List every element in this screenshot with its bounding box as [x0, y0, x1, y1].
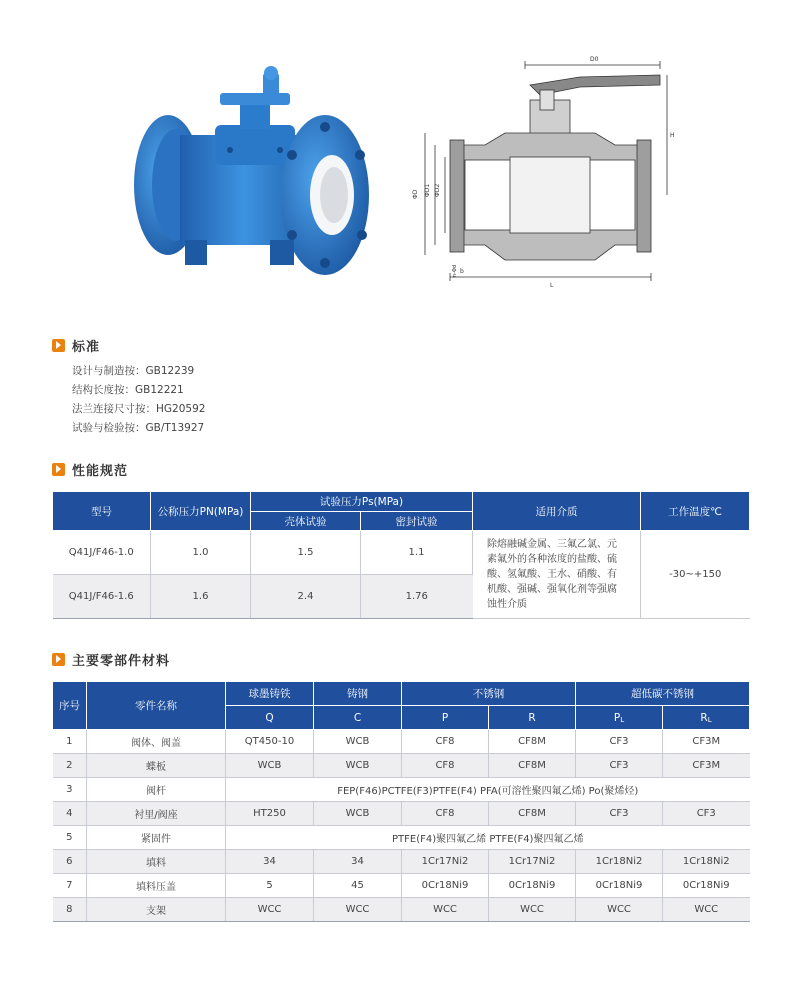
- header-shell-test: 壳体试验: [251, 512, 361, 531]
- cell-medium: [473, 531, 641, 619]
- header-nominal-pressure: 公称压力PN(MPa): [151, 492, 251, 531]
- standard-item: 法兰连接尺寸按：HG20592: [72, 403, 206, 415]
- dim-d1: ΦD1: [424, 183, 431, 197]
- cell-no: 7: [53, 874, 87, 898]
- header-p: P: [402, 706, 489, 730]
- table-row: [53, 730, 750, 754]
- medium-line: 机酸、强碱、强氧化剂等强腐: [487, 584, 618, 595]
- cell-no: 8: [53, 898, 87, 922]
- cell-part-name: 紧固件: [87, 826, 226, 850]
- cell-temperature: -30~+150: [641, 531, 750, 619]
- cell-pl: CF3: [576, 802, 663, 826]
- table-row: [53, 754, 750, 778]
- cell-q: WCB: [226, 754, 314, 778]
- valve-photo: [120, 55, 380, 285]
- dim-b: b: [460, 268, 464, 275]
- cell-rl: 1Cr18Ni2: [663, 850, 750, 874]
- cell-pl: CF3: [576, 754, 663, 778]
- valve-section-drawing: [405, 45, 695, 290]
- dim-nd: n-Φd: [452, 264, 458, 277]
- medium-line: 素氟外的各种浓度的盐酸、硫: [487, 554, 618, 565]
- cell-p: CF8: [402, 730, 489, 754]
- cell-seal: 1.76: [361, 575, 473, 619]
- cell-shell: 2.4: [251, 575, 361, 619]
- cell-q: 5: [226, 874, 314, 898]
- standard-item: 结构长度按：GB12221: [72, 384, 184, 396]
- cell-no: 4: [53, 802, 87, 826]
- table-row: [53, 850, 750, 874]
- section-materials-title: 主要零部件材料: [72, 653, 171, 669]
- cell-c: WCB: [314, 754, 402, 778]
- cell-r: 1Cr17Ni2: [489, 850, 576, 874]
- cell-r: CF8M: [489, 802, 576, 826]
- cell-p: 0Cr18Ni9: [402, 874, 489, 898]
- dim-d: ΦD: [412, 189, 419, 199]
- header-seal-test: 密封试验: [361, 512, 473, 531]
- cell-q: HT250: [226, 802, 314, 826]
- header-temperature: 工作温度℃: [641, 492, 750, 531]
- chevron-right-icon: [52, 339, 65, 352]
- cell-merged-materials: FEP(F46)PCTFE(F3)PTFE(F4) PFA(可溶性聚四氟乙烯) Po(聚烯烃): [226, 778, 750, 802]
- cell-model: Q41J/F46-1.6: [53, 575, 151, 619]
- cell-no: 5: [53, 826, 87, 850]
- cell-q: WCC: [226, 898, 314, 922]
- cell-p: CF8: [402, 754, 489, 778]
- header-ductile-iron: 球墨铸铁: [226, 682, 314, 706]
- medium-line: 除熔融碱金属、三氟乙氯、元: [487, 539, 618, 550]
- cell-part-name: 支架: [87, 898, 226, 922]
- materials-table: [52, 681, 750, 922]
- cell-part-name: 阀体、阀盖: [87, 730, 226, 754]
- cell-pn: 1.0: [151, 531, 251, 575]
- chevron-right-icon: [52, 463, 65, 476]
- table-row: [53, 898, 750, 922]
- header-pl: PL: [576, 706, 663, 730]
- header-cast-steel: 铸钢: [314, 682, 402, 706]
- section-standard-header: [52, 336, 100, 354]
- table-row: [53, 531, 750, 575]
- cell-q: QT450-10: [226, 730, 314, 754]
- cell-part-name: 阀杆: [87, 778, 226, 802]
- performance-table: [52, 491, 750, 619]
- cell-part-name: 填料: [87, 850, 226, 874]
- medium-line: 酸、氢氟酸、王水、硝酸、有: [487, 569, 618, 580]
- header-medium: 适用介质: [473, 492, 641, 531]
- section-performance-header: [52, 460, 128, 478]
- cell-no: 1: [53, 730, 87, 754]
- header-model: 型号: [53, 492, 151, 531]
- cell-part-name: 填料压盖: [87, 874, 226, 898]
- cell-c: WCC: [314, 898, 402, 922]
- header-r: R: [489, 706, 576, 730]
- header-c: C: [314, 706, 402, 730]
- cell-p: CF8: [402, 802, 489, 826]
- cell-q: 34: [226, 850, 314, 874]
- cell-pl: WCC: [576, 898, 663, 922]
- cell-shell: 1.5: [251, 531, 361, 575]
- header-q: Q: [226, 706, 314, 730]
- cell-rl: WCC: [663, 898, 750, 922]
- cell-pn: 1.6: [151, 575, 251, 619]
- cell-p: WCC: [402, 898, 489, 922]
- cell-pl: 1Cr18Ni2: [576, 850, 663, 874]
- dim-d0: D0: [590, 56, 599, 63]
- dim-l: L: [550, 282, 554, 289]
- cell-r: WCC: [489, 898, 576, 922]
- dim-d2: ΦD2: [434, 183, 441, 197]
- cell-c: 45: [314, 874, 402, 898]
- chevron-right-icon: [52, 653, 65, 666]
- dim-h: H: [670, 132, 675, 139]
- section-performance-title: 性能规范: [72, 463, 129, 479]
- header-rl: RL: [663, 706, 750, 730]
- header-low-carbon-stainless: 超低碳不锈钢: [576, 682, 750, 706]
- cell-c: WCB: [314, 802, 402, 826]
- header-test-pressure: 试验压力Ps(MPa): [251, 492, 473, 512]
- cell-no: 2: [53, 754, 87, 778]
- standards-list: [72, 362, 372, 438]
- cell-rl: CF3M: [663, 730, 750, 754]
- section-materials-header: [52, 650, 170, 668]
- cell-model: Q41J/F46-1.0: [53, 531, 151, 575]
- cell-r: CF8M: [489, 754, 576, 778]
- cell-pl: 0Cr18Ni9: [576, 874, 663, 898]
- table-row: [53, 802, 750, 826]
- table-row: [53, 874, 750, 898]
- cell-merged-materials: PTFE(F4)聚四氟乙烯 PTFE(F4)聚四氟乙烯: [226, 826, 750, 850]
- cell-c: WCB: [314, 730, 402, 754]
- cell-r: CF8M: [489, 730, 576, 754]
- header-part-name: 零件名称: [87, 682, 226, 730]
- cell-p: 1Cr17Ni2: [402, 850, 489, 874]
- cell-seal: 1.1: [361, 531, 473, 575]
- cell-no: 3: [53, 778, 87, 802]
- cell-rl: CF3M: [663, 754, 750, 778]
- section-standard-title: 标准: [72, 339, 101, 355]
- standard-item: 设计与制造按：GB12239: [72, 365, 195, 377]
- table-row: [53, 826, 750, 850]
- cell-rl: 0Cr18Ni9: [663, 874, 750, 898]
- cell-rl: CF3: [663, 802, 750, 826]
- cell-part-name: 衬里/阀座: [87, 802, 226, 826]
- medium-line: 蚀性介质: [487, 599, 528, 610]
- cell-pl: CF3: [576, 730, 663, 754]
- standard-item: 试验与检验按：GB/T13927: [72, 422, 205, 434]
- cell-part-name: 蝶板: [87, 754, 226, 778]
- cell-no: 6: [53, 850, 87, 874]
- cell-r: 0Cr18Ni9: [489, 874, 576, 898]
- header-stainless: 不锈钢: [402, 682, 576, 706]
- header-no: 序号: [53, 682, 87, 730]
- cell-c: 34: [314, 850, 402, 874]
- table-row: [53, 778, 750, 802]
